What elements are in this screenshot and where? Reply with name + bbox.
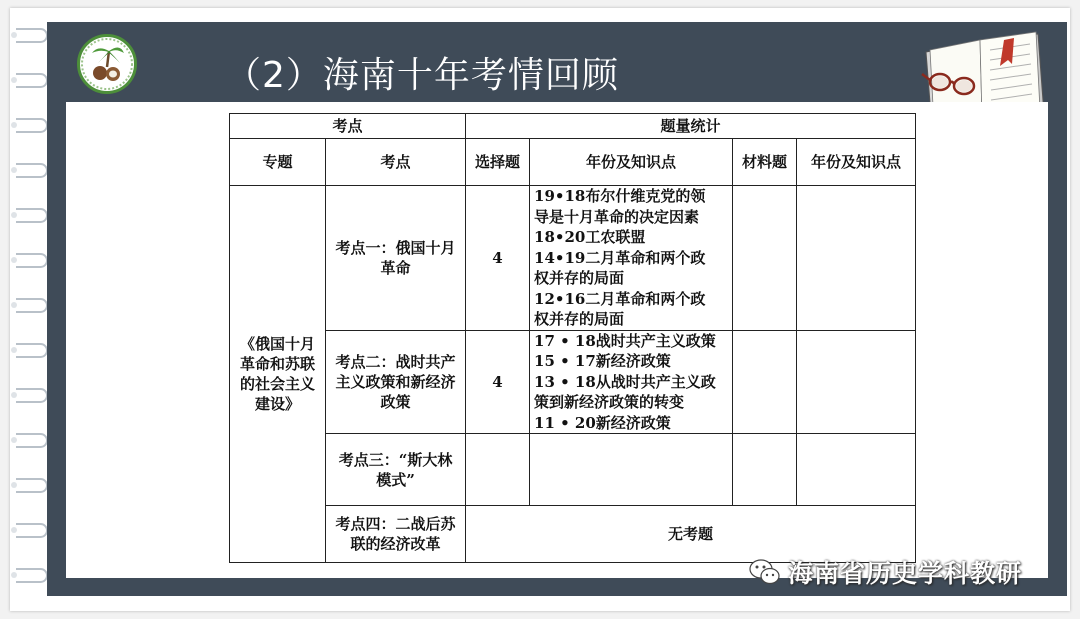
binding-ring <box>16 118 48 133</box>
table-row <box>230 434 916 506</box>
knowledge-item: 11 • 20新经济政策 <box>534 413 671 432</box>
header-question-stats: 题量统计 <box>466 114 916 139</box>
table-header-row <box>230 139 916 186</box>
material-count-cell <box>733 186 797 331</box>
knowledge-item: 权并存的局面 <box>534 310 625 328</box>
page-title: （2）海南十年考情回顾 <box>225 55 619 96</box>
material-items-cell <box>797 434 916 506</box>
knowledge-item: 13 • 18从战时共产主义政 <box>534 372 716 391</box>
header-year-knowledge-material: 年份及知识点 <box>797 139 916 186</box>
binding-ring <box>16 298 48 313</box>
material-items-cell <box>797 186 916 331</box>
binding-ring <box>16 523 48 538</box>
knowledge-items-cell <box>530 434 733 506</box>
knowledge-item: 14•19二月革命和两个政 <box>534 248 706 267</box>
watermark-text: 海南省历史学科教研 <box>788 559 1023 588</box>
material-items-cell <box>797 330 916 434</box>
binding-ring <box>16 478 48 493</box>
header-year-knowledge: 年份及知识点 <box>530 139 733 186</box>
binding-ring <box>16 568 48 583</box>
knowledge-item: 19•18布尔什维克党的领 <box>534 187 706 205</box>
table-row <box>230 330 916 434</box>
knowledge-item: 18•20工农联盟 <box>534 228 646 246</box>
point-cell: 考点四：二战后苏联的经济改革 <box>326 506 466 563</box>
binding-ring <box>16 388 48 403</box>
knowledge-item: 策到新经济政策的转变 <box>534 393 685 411</box>
binding-ring <box>16 343 48 358</box>
header-choice: 选择题 <box>466 139 530 186</box>
knowledge-items-cell <box>530 330 733 434</box>
knowledge-item: 12•16二月革命和两个政 <box>534 289 706 308</box>
point-cell: 考点二：战时共产主义政策和新经济政策 <box>326 330 466 434</box>
knowledge-item: 17 • 18战时共产主义政策 <box>534 331 716 350</box>
header-material: 材料题 <box>733 139 797 186</box>
table-row <box>230 186 916 331</box>
choice-count-cell: 4 <box>466 330 530 434</box>
table-header-row <box>230 114 916 139</box>
header-kaodian-group: 考点 <box>230 114 466 139</box>
material-count-cell <box>733 434 797 506</box>
choice-count-cell: 4 <box>466 186 530 331</box>
exam-stats-table <box>229 113 916 563</box>
header-topic: 专题 <box>230 139 326 186</box>
knowledge-items-cell <box>530 186 733 331</box>
wechat-icon <box>748 557 782 587</box>
topic-cell: 《俄国十月革命和苏联的社会主义建设》 <box>230 186 326 563</box>
watermark <box>748 552 1058 592</box>
knowledge-item: 权并存的局面 <box>534 269 625 287</box>
header-point: 考点 <box>326 139 466 186</box>
knowledge-item: 导是十月革命的决定因素 <box>534 207 700 226</box>
binding-ring <box>16 433 48 448</box>
binding-ring <box>16 253 48 268</box>
binding-ring <box>16 73 48 88</box>
binding-ring <box>16 28 48 43</box>
material-count-cell <box>733 330 797 434</box>
binding-ring <box>16 208 48 223</box>
point-cell: 考点一：俄国十月革命 <box>326 186 466 331</box>
coconut-logo-icon <box>77 34 137 94</box>
knowledge-item: 15 • 17新经济政策 <box>534 352 671 370</box>
choice-count-cell <box>466 434 530 506</box>
no-question-cell: 无考题 <box>466 506 916 563</box>
point-cell: 考点三：“斯大林模式” <box>326 434 466 506</box>
binding-ring <box>16 163 48 178</box>
